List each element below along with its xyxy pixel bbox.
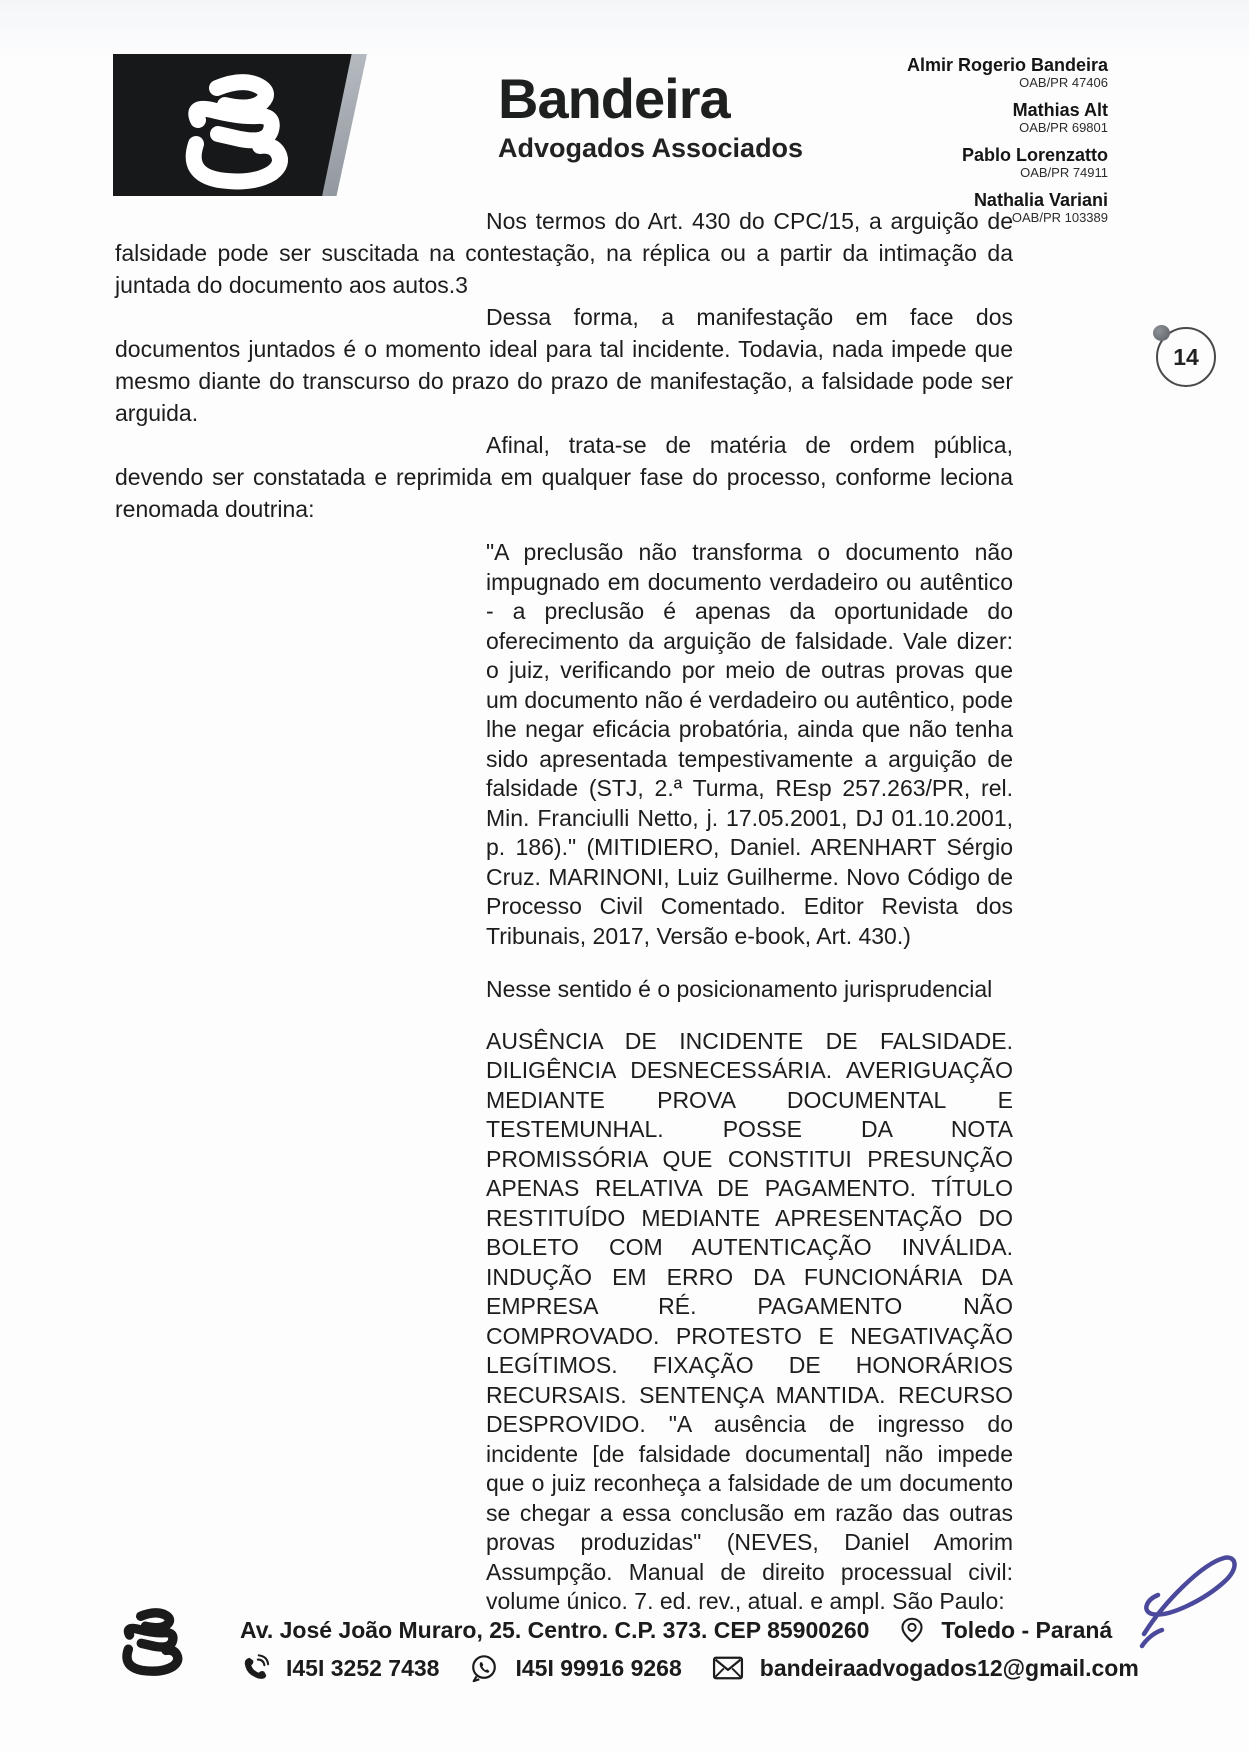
text-line: lhe negar eficácia probatória, ainda que não tenha [486, 716, 1013, 742]
document-body [115, 205, 1013, 1617]
badge-dot [1153, 325, 1170, 341]
text-line: Nesse sentido é o posicionamento jurisprudencial [486, 976, 993, 1002]
mail-icon [712, 1655, 744, 1681]
text-line: falsidade pode ser suscitada na contestação, na réplica ou a partir da intimação da [115, 240, 1013, 266]
phone-icon [240, 1653, 270, 1683]
text-line: COMPROVADO. PROTESTO E NEGATIVAÇÃO [486, 1322, 1013, 1349]
text-line: impugnado em documento verdadeiro ou autêntico [486, 568, 1013, 595]
manifestation-paragraph [115, 301, 1013, 429]
text-line: que o juiz reconheça a falsidade de um documento [486, 1470, 1013, 1496]
text-line: Processo Civil Comentado. Editor Revista dos [486, 893, 1013, 919]
phone-number: I45I 3252 7438 [286, 1654, 440, 1681]
lawyer-entry [907, 100, 1108, 136]
text-line: documentos juntados é o momento ideal para tal incidente. Todavia, nada impede que [115, 336, 1013, 362]
page-footer [0, 1585, 1249, 1725]
text-line: MEDIANTE PROVA DOCUMENTAL E [486, 1086, 1013, 1113]
whatsapp-number: I45I 99916 9268 [515, 1654, 682, 1681]
lawyer-name: Mathias Alt [1012, 100, 1108, 120]
lawyer-oab: OAB/PR 103389 [1011, 210, 1108, 225]
text-line: Assumpção. Manual de direito processual civil: [486, 1558, 1013, 1585]
text-line: incidente [de falsidade documental] não impede [486, 1440, 1013, 1467]
jurisprudence-quote [486, 1027, 1013, 1617]
text-line: Dessa forma, a manifestação em face dos [486, 304, 1013, 330]
firm-logo [113, 54, 367, 196]
text-line: RESTITUÍDO MEDIANTE APRESENTAÇÃO DO [486, 1204, 1013, 1231]
text-line: INDUÇÃO EM ERRO DA FUNCIONÁRIA DA [486, 1263, 1013, 1290]
footer-logo-icon [96, 1593, 196, 1683]
text-line: - a preclusão é apenas da oportunidade do [486, 598, 1013, 624]
street-address: Av. José João Muraro, 25. Centro. C.P. 373. CEP 85900260 [240, 1616, 870, 1643]
text-line: APENAS RELATIVA DE PAGAMENTO. TÍTULO [486, 1175, 1013, 1201]
whatsapp-icon [469, 1653, 499, 1683]
footer-contact-block [240, 1611, 1139, 1687]
lawyer-oab: OAB/PR 47406 [1019, 75, 1108, 90]
text-line: "A preclusão não transforma o documento não [486, 539, 1013, 565]
text-line: DESPROVIDO. "A ausência de ingresso do [486, 1411, 1013, 1437]
page-number: 14 [1173, 343, 1199, 370]
location-pin-icon [899, 1614, 925, 1646]
text-line: sido apresentada tempestivamente a arguição de [486, 745, 1013, 772]
jurisprudence-lead [486, 975, 1013, 1005]
text-line: TESTEMUNHAL. POSSE DA NOTA [486, 1116, 1013, 1142]
lawyer-name: Nathalia Variani [973, 190, 1108, 210]
footer-address-row [240, 1611, 1139, 1649]
text-line: oferecimento da arguição de falsidade. Vale dizer: [486, 627, 1013, 654]
text-line: Nos termos do Art. 430 do CPC/15, a arguição de [486, 208, 1013, 234]
firm-name: Bandeira [498, 67, 730, 130]
city-state: Toledo - Paraná [941, 1616, 1113, 1643]
lawyer-oab: OAB/PR 69801 [1019, 120, 1108, 135]
firm-logo-mark-icon [141, 54, 311, 196]
page-number-badge [1156, 327, 1216, 387]
text-line: Cruz. MARINONI, Luiz Guilherme. Novo Código de [486, 863, 1013, 890]
footer-phones-row [240, 1649, 1139, 1687]
email-address: bandeiraadvogados12@gmail.com [759, 1654, 1139, 1681]
text-line: p. 186)." (MITIDIERO, Daniel. ARENHART Sérgio [486, 834, 1013, 860]
text-line: EMPRESA RÉ. PAGAMENTO NÃO [486, 1293, 1013, 1319]
lawyer-entry [907, 145, 1108, 181]
text-line: PROMISSÓRIA QUE CONSTITUI PRESUNÇÃO [486, 1145, 1013, 1172]
text-line: arguida. [115, 400, 199, 426]
text-line: juntada do documento aos autos.3 [115, 272, 468, 298]
lawyer-oab: OAB/PR 74911 [1020, 165, 1108, 180]
text-line: renomada doutrina: [115, 496, 315, 522]
text-line: BOLETO COM AUTENTICAÇÃO INVÁLIDA. [486, 1234, 1013, 1260]
text-line: Afinal, trata-se de matéria de ordem pública, [486, 432, 1013, 458]
text-line: mesmo diante do transcurso do prazo do prazo de manifestação, a falsidade pode ser [115, 368, 1013, 394]
text-line: um documento não é verdadeiro ou autêntico, pode [486, 686, 1013, 713]
text-line: RECURSAIS. SENTENÇA MANTIDA. RECURSO [486, 1381, 1013, 1408]
lawyer-name: Pablo Lorenzatto [961, 145, 1108, 165]
text-line: provas produzidas" (NEVES, Daniel Amorim [486, 1529, 1013, 1555]
text-line: AUSÊNCIA DE INCIDENTE DE FALSIDADE. [486, 1027, 1013, 1054]
lawyer-entry [907, 55, 1108, 91]
text-line: Min. Franciulli Netto, j. 17.05.2001, DJ 01.10.2001, [486, 804, 1013, 831]
firm-title-block [498, 66, 803, 164]
text-line: DILIGÊNCIA DESNECESSÁRIA. AVERIGUAÇÃO [486, 1057, 1013, 1083]
text-line: volume único. 7. ed. rev., atual. e ampl. São Paulo: [486, 1588, 1005, 1614]
doctrine-paragraph [115, 429, 1013, 525]
text-line: Tribunais, 2017, Versão e-book, Art. 430.) [486, 922, 911, 949]
text-line: falsidade (STJ, 2.ª Turma, REsp 257.263/PR, rel. [486, 775, 1013, 801]
text-line: devendo ser constatada e reprimida em qualquer fase do processo, conforme leciona [115, 464, 1013, 490]
doctrine-quote [486, 538, 1013, 951]
lawyer-name: Almir Rogerio Bandeira [906, 55, 1108, 75]
opening-paragraph [115, 205, 1013, 301]
text-line: o juiz, verificando por meio de outras provas que [486, 657, 1013, 683]
text-line: LEGÍTIMOS. FIXAÇÃO DE HONORÁRIOS [486, 1352, 1013, 1378]
firm-subtitle: Advogados Associados [498, 133, 804, 163]
logo-box [113, 54, 359, 196]
text-line: se chegar a essa conclusão em razão das outras [486, 1499, 1013, 1526]
